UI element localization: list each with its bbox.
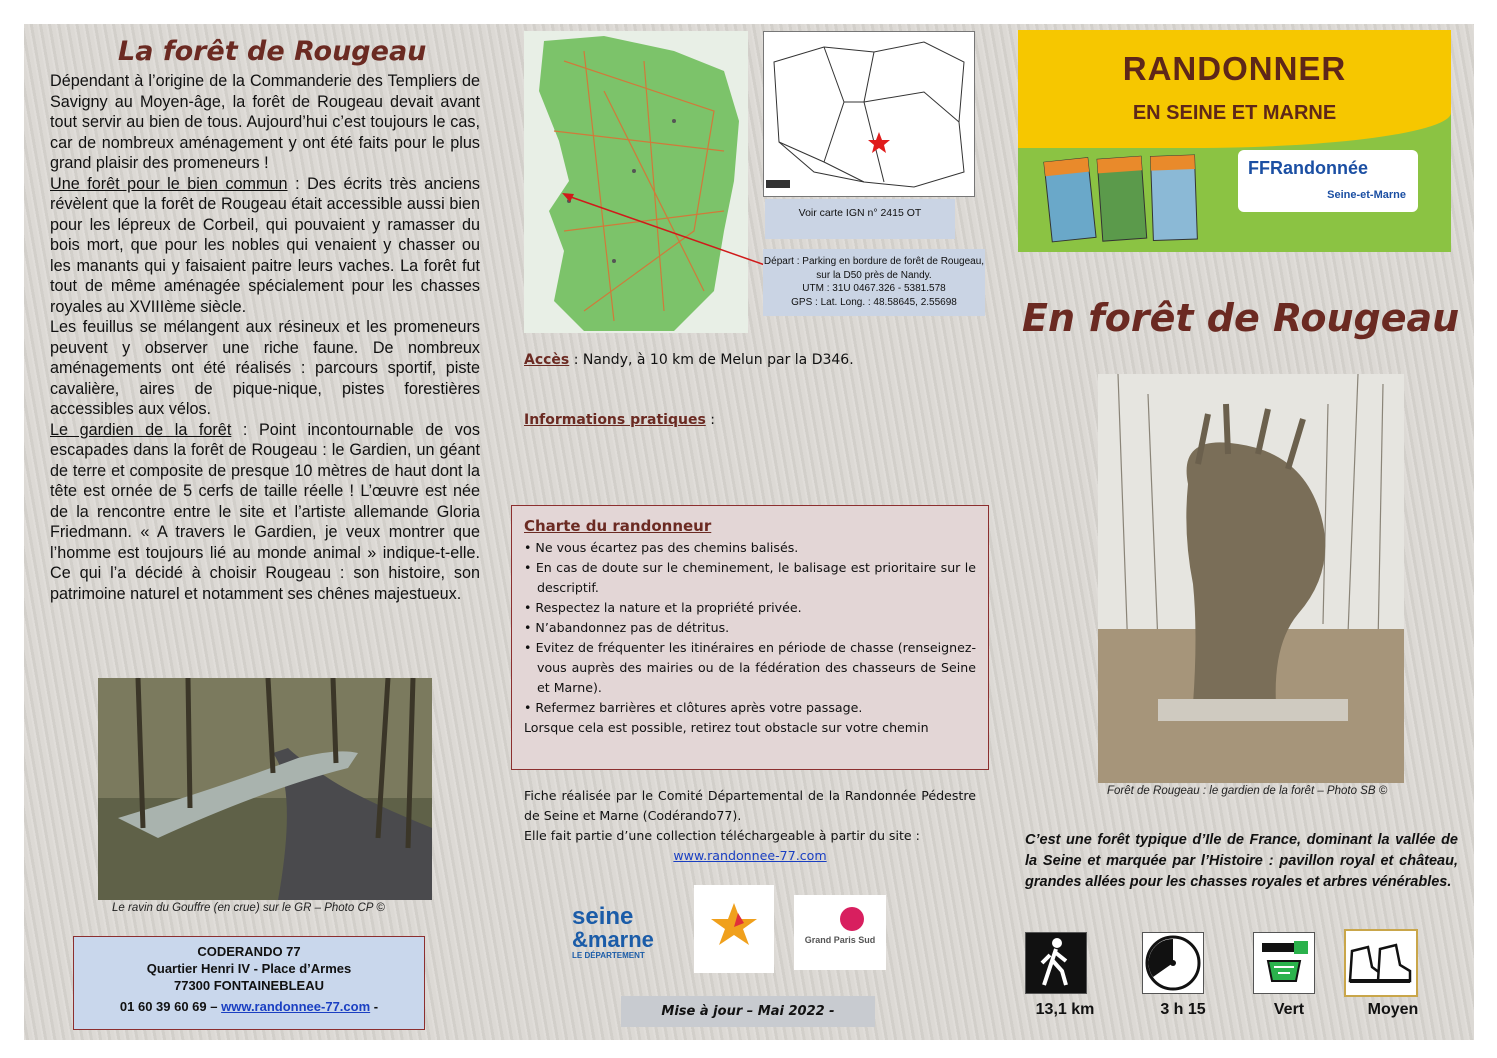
credits-website-link[interactable]: www.randonnee-77.com [673,848,827,863]
address-trail: - [370,999,379,1014]
practical-info-label: Informations pratiques [524,412,706,428]
logo-departement-text: LE DÉPARTEMENT [572,951,645,960]
grand-paris-sud-logo [794,895,886,970]
address-box [73,936,425,1030]
intro-paragraph: Dépendant à l’origine de la Commanderie des Templiers de Savigny au Moyen-âge, la forêt de Rougeau devait avant tout servir au bien de tous. Aujourd’hui c’est toujours le cas, car de nombreux aménagement y ont été faits pour le plus grand plaisir des promeneurs ! [50,72,480,172]
address-phone: 01 60 39 60 69 – [119,999,222,1014]
ravine-caption: Le ravin du Gouffre (en crue) sur le GR – Photo CP © [112,902,385,914]
logo-marne-text: &marne [572,927,654,952]
practical-info-text: : [705,412,715,428]
address-line1: CODERANDO 77 [197,944,301,959]
credits-line1: Fiche réalisée par le Comité Départemental de la Randonnée Pédestre de Seine et Marne (Codérando77). [524,788,976,823]
bien-commun-label: Une forêt pour le bien commun [50,174,288,193]
utm-coordinates: UTM : 31U 0467.326 - 5381.578 [802,283,946,294]
ffrandonnee-logo [1238,150,1418,212]
right-title: En forêt de Rougeau [1022,296,1460,340]
banner-title: RANDONNER [1122,50,1347,87]
paint-brush-icon [1253,932,1315,994]
hiker-charter-box [511,505,989,770]
grand-paris-sud-text: Grand Paris Sud [804,935,876,945]
seine-et-marne-logo [572,905,680,985]
department-map [524,31,748,333]
charter-item: • Refermez barrières et clôtures après votre passage. [524,700,863,715]
pointer-arrow [560,190,770,270]
charter-item: • En cas de doute sur le cheminement, le balisage est prioritaire sur le descriptif. [524,560,976,595]
clock-icon [1142,932,1204,994]
charter-item: • Evitez de fréquenter les itinéraires en période de chasse (renseignez-vous auprès des mairies ou de la fédération des chasseurs de Seine et Marne). [524,640,976,695]
address-line2: Quartier Henri IV - Place d’Armes [146,961,352,976]
tourism-logo [694,885,774,973]
distance-label: 13,1 km [1035,1001,1095,1018]
ign-map-note: Voir carte IGN n° 2415 OT [765,199,955,239]
address-contact [74,998,424,1015]
intro-text [50,71,480,604]
charter-last-line: Lorsque cela est possible, retirez tout obstacle sur votre chemin [524,720,929,735]
address-line3: 77300 FONTAINEBLEAU [173,978,324,993]
banner-subtitle: EN SEINE ET MARNE [1132,102,1337,124]
access-label: Accès [524,352,570,368]
access-text: : Nandy, à 10 km de Melun par la D346. [569,352,854,368]
difficulty-color-label: Vert [1273,1001,1305,1018]
departure-box [763,249,985,316]
gardien-label: Le gardien de la forêt [50,420,232,439]
forest-description: C’est une forêt typique d’Ile de France, dominant la vallée de la Seine et marquée par l’Histoire : pavillon royal et château, grandes allées pour les chasses royales et arbres vénérables. [1025,832,1458,890]
hiker-icon [1025,932,1087,994]
gps-coordinates: GPS : Lat. Long. : 48.58645, 2.55698 [791,296,957,308]
duration-label: 3 h 15 [1160,1001,1206,1018]
ffr-subtitle: Seine-et-Marne [1327,189,1406,201]
charter-item: • Ne vous écartez pas des chemins balisés. [524,540,799,555]
access-line [524,352,854,368]
banner-yellow-band [1018,30,1451,148]
charter-title: Charte du randonneur [524,517,712,535]
ravine-photo [98,678,432,900]
left-title: La forêt de Rougeau [118,36,427,67]
departure-text: Départ : Parking en bordure de forêt de Rougeau, sur la D50 près de Nandy. [763,256,985,281]
guidebooks-image [1038,150,1208,245]
difficulty-level-label: Moyen [1367,1001,1419,1018]
charter-item: • Respectez la nature et la propriété privée. [524,600,802,615]
update-date: Mise à jour – Mai 2022 - [621,996,875,1027]
gardien-text: : Point incontournable de vos escapades dans la forêt de Rougeau : le Gardien, un géant de terre et composite de presque 10 mètres de haut dont la tête est ornée de 5 cerfs de taille réelle ! L’œuvre est née de la rencontre entre le site et l’artiste allemande Gloria Friedmann. « A travers le Gardien, je veux montrer que l’homme est toujours lié au monde animal » indique-t-elle. Ce qui l’a décidé à choisir Rougeau : son histoire, son patrimoine naturel et notamment ses chênes majestueux. [50,420,480,603]
credits-line2: Elle fait partie d’une collection téléchargeable à partir du site : [524,828,920,843]
practical-info-line [524,412,715,428]
boots-icon [1344,929,1418,997]
charter-list [524,538,976,718]
bien-commun-paragraph [50,174,480,318]
gardien-paragraph [50,420,480,605]
ile-de-france-map [763,31,975,197]
ffr-text: FFRandonnée [1248,158,1368,178]
logo-seine-text: seine [572,903,634,930]
address-website-link[interactable]: www.randonnee-77.com [221,999,371,1014]
bien-commun-text: : Des écrits très anciens révèlent que la forêt de Rougeau était accessible aussi bien pour les lépreux de Corbeil, qui pouvaient y ramasser du bois mort, que pour les nobles qui venaient y chasser ou les manants qui y faisaient paitre leurs vaches. La forêt fut tout de même aménagée spécialement pour les chasses royales au XVIIIème siècle. [50,174,480,316]
randonner-banner [1018,30,1451,252]
feuillus-paragraph: Les feuillus se mélangent aux résineux et les promeneurs peuvent y observer une riche faune. De nombreux aménagements ont été réalisés : parcours sportif, piste cavalière, aires de pique-nique, pistes forestières accessibles aux vélos. [50,318,480,418]
charter-item: • N’abandonnez pas de détritus. [524,620,730,635]
gardien-photo [1098,374,1404,783]
gardien-caption: Forêt de Rougeau : le gardien de la forêt – Photo SB © [1107,785,1388,797]
credits-text [524,786,976,866]
